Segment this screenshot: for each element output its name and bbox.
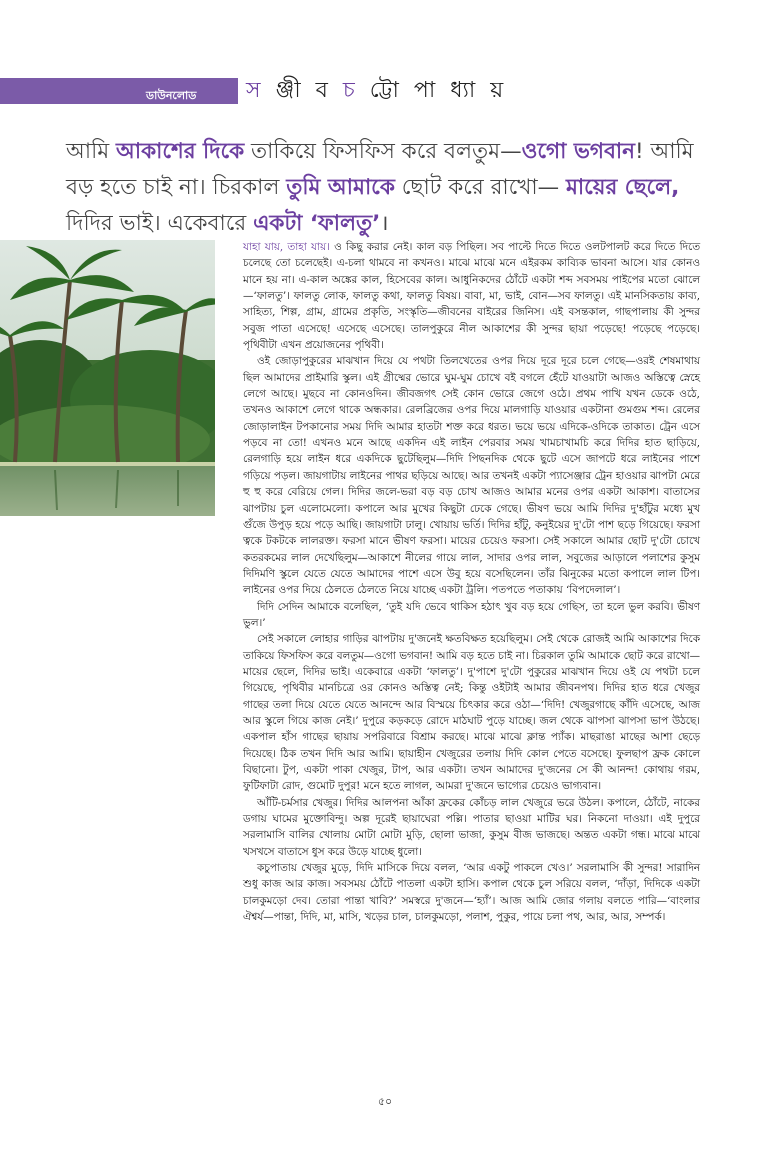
pull-quote-accent: ওগো ভগবান [521,139,635,164]
pull-quote-part: তাকিয়ে ফিসফিস করে বলতুম— [244,139,522,164]
pull-quote-accent: একটা ‘ফালতু’ [253,211,381,236]
section-label: ডাউনলোড [146,89,197,102]
author-first-rest: ঞ্জী ব [264,78,343,103]
body-paragraph: সেই সকালে লোহার গাড়ির ঝাপটায় দু'জনেই ক্ষতবিক্ষত হয়েছিলুম। সেই থেকে রোজই আমি আকাশের দিকে তাকিয়ে ফিসফিস করে বলতুম—ওগো ভগবান! আমি বড় হতে চাই না। চিরকাল তুমি আমাকে ছোট করে রাখো—মায়ের ছেলে, দিদির ভাই। একেবারে একটা ‘ফালতু’। দু'পাশে দু'টো পুকুরের মাঝখান দিয়ে ওই যে পথটা চলে গিয়েছে, পৃথিবীর মানচিত্রে ওর কোনও অস্তিত্ব নেই; কিন্তু ওইটাই আমার জীবনপথ। দিদির হাত ধরে খেজুর গাছের তলা দিয়ে যেতে যেতে আনন্দে আর বিস্ময়ে চিৎকার করে ওঠা—‘দিদি! খেজুরগাছে কাঁদি এসেছে, আজ আর স্কুলে গিয়ে কাজ নেই।’ দুপুরে কড়কড়ে রোদে মাঠঘাট পুড়ে যাচ্ছে। জল থেকে ঝাপসা ঝাপসা ভাপ উঠছে। একপাল হাঁস গাছের ছায়ায় সপরিবারে বিশ্রাম করছে। মাঝে মাঝে ক্লান্ত প্যাঁক। মাছরাঙা মাছের আশা ছেড়ে দিয়েছে। ঠিক তখন দিদি আর আমি। ছায়াহীন খেজুরের তলায় দিদি কোল পেতে বসেছে। ফুলছাপ ফ্রক কোলে বিছানো। টুপ, একটা পাকা খেজুর, টাপ, আর একটা। তখন আমাদের দু'জনের সে কী আনন্দ! কোথায় গরম, ফুটিফাটা রোদ, গুমোট দুপুর! মনে হতে লাগল, আমরা দু'জনে ভাগ্যের চেয়েও ভাগ্যবান। [243,633,700,793]
author-name [246,74,507,108]
body-paragraph [243,239,700,353]
pull-quote-part: আমি [66,139,117,164]
paragraph-text: ও কিছু করার নেই। কাল বড় পিছিল। সব পাল্টে দিতে দিতে ওলটপালট করে দিতে দিতে চলেছে তো চলেছেই। এ-চলা থামবে না কখনও। মাঝে মাঝে মনে এইরকম কাব্যিক ভাবনা আসে। যার কোনও মানে হয় না। এ-কাল অঙ্কের কাল, হিসেবের কাল। আধুনিকদের ঠোঁটে একটা শব্দ সবসময় পাইপের মতো ঝোলে—‘ফালতু’। ফালতু লোক, ফালতু কথা, ফালতু বিষয়। বাবা, মা, ভাই, বোন—সব ফালতু। এই মানসিকতায় কাব্য, সাহিত্য, শিল্প, গ্রাম, গ্রামের প্রকৃতি, সংস্কৃতি—জীবনের বাইরের জিনিস। এই বসন্তকাল, গাছপালায় কী সুন্দর সবুজ পাতা এসেছে! এসেছে এসেছে। তালপুকুরে নীল আকাশের কী সুন্দর ছায়া পড়েছে! পড়েছে পড়েছে। পৃথিবীটা এখন প্রয়োজনের পৃথিবী। [243,241,701,352]
pull-quote-accent: আকাশের দিকে [116,139,245,164]
body-paragraph: কচুপাতায় খেজুর মুড়ে, দিদি মাসিকে দিয়ে বলল, ‘আর একটু পাকলে খেও।’ সরলামাসি কী সুন্দর! সারাদিন শুধু কাজ আর কাজ। সবসময় ঠোঁটে পাতলা একটা হাসি। কপাল থেকে চুল সরিয়ে বলল, ‘দাঁড়া, দিদিকে একটা চালকুমড়ো দেব। তোরা পান্তা খাবি?’ সমস্বরে দু'জনে—‘হ্যাঁ’। আজ আমি জোর গলায় বলতে পারি—‘বাংলার ঐশ্বর্য—পান্তা, দিদি, মা, মাসি, খড়ের চাল, চালকুমড়ো, পলাশ, পুকুর, পায়ে চলা পথ, আর, আর, সম্পর্ক। [243,862,700,924]
body-paragraph: দিদি সেদিন আমাকে বলেছিল, ‘তুই যদি ভেবে থাকিস হঠাৎ খুব বড় হয়ে গেছিস, তা হলে ভুল করবি। ভীষণ ভুল।’ [243,600,700,629]
pull-quote-part: ছোট করে রাখো— [394,175,566,200]
palm-photo-illustration [0,240,215,516]
author-first-initial: স [246,78,265,103]
body-paragraph: ওই জোড়াপুকুরের মাঝখান দিয়ে যে পথটা তিলখেতের ওপর দিয়ে দূরে দূরে চলে গেছে—ওরই শেষমাথায় ছিল আমাদের প্রাইমারি স্কুল। এই গ্রীষ্মের ভোরে ঘুম-ঘুম চোখে বই বগলে হেঁটে যাওয়াটা আজও অস্তিত্বে স্নেহে লেগে আছে। মুছবে না কোনওদিন। জীবজগৎ সেই কোন ভোরে জেগে ওঠে। প্রথম পাখি যখন ডেকে ওঠে, তখনও আকাশে লেগে থাকে অন্ধকার। রেলব্রিজের ওপর দিয়ে মালগাড়ি যাওয়ার একটানা গুমগুম শব্দ। রেলের জোড়ালাইন টপকানোর সময় দিদি আমার হাতটা শক্ত করে ধরত। ভয়ে ভয়ে এদিকে-ওদিকে তাকাত। ট্রেন এসে পড়বে না তো! এখনও মনে আছে একদিন এই লাইন পেরবার সময় খামচাখামচি করে দিদির হাত ছাড়িয়ে, রেলগাড়ি হয়ে লাইন ধরে একদিকে ছুটেছিলুম—দিদি পিছনদিক থেকে ছুটে এসে জাপটে ধরে লাইনের পাশে গড়িয়ে পড়ল। জায়গাটায় লাইনের পাথর ছড়িয়ে আছে। আর তখনই একটা প্যাসেঞ্জার ট্রেন হাওয়ার ঝাপটা মেরে হু হু করে বেরিয়ে গেল। দিদির জলে-ভরা বড় বড় চোখ আজও আমার মনের ওপর একটা আকাশ। বাতাসের ঝাপটায় চুল এলোমেলো। কপালে আর মুখের কিছুটা ঢেকে গেছে। ভীষণ ভয়ে আমি দিদির দু'হাঁটুর মধ্যে মুখ গুঁজে উপুড় হয়ে পড়ে আছি। জায়গাটা ঢালু। খোয়ায় ভর্তি। দিদির হাঁটু, কনুইয়ের দু'টো পাশ ছড়ে গিয়েছে। ফরসা ত্বকে টকটকে লালরক্ত। ফরসা মানে ভীষণ ফরসা। মায়ের চেয়েও ফরসা। সেই সকালে আমার ছোট দু'টো চোখে কতরকমের লাল দেখেছিলুম—আকাশে নীলের গায়ে লাল, সাদার ওপর লাল, সবুজের আড়ালে পলাশের কুসুম দিদিমণি স্কুলে যেতে যেতে আমাদের পাশে এসে উবু হয়ে বসেছিলেন। তাঁর ঝিনুকের মতো কপালে লাল টিপ। লাইনের ওপর দিয়ে ঠেলতে ঠেলতে নিয়ে যাচ্ছে একটা ট্রলি। পতপতে পতাকায় ‘বিপদেলাল’। [243,355,700,597]
coconut-palm-pond-photo [0,240,215,516]
pull-quote-accent: তুমি আমাকে [286,175,395,200]
author-last-rest: ট্টো পা ধ্যা য় [358,78,508,103]
page-number: ৫০ [377,1095,393,1108]
pull-quote-part: দিদির ভাই। একেবারে [66,211,254,236]
pull-quote-accent: মায়ের ছেলে, [565,175,680,200]
body-paragraph: আঁটি-চর্মসার খেজুর। দিদির আলপনা আঁকা ফ্রকের কোঁচড় লাল খেজুরে ভরে উঠল। কপালে, ঠোঁটে, নাকের ডগায় ঘামের মুক্তোবিন্দু। অল্প দূরেই ছায়াঘেরা পল্লি। পাতার ছাওয়া মাটির ঘর। নিকনো দাওয়া। এই দুপুরে সরলামাসি বালির খোলায় মোটা মোটা মুড়ি, ছোলা ভাজা, কুসুম বীজ ভাজছে। অন্তত একটা গন্ধ। মাঝে মাঝে খসখসে বাতাসে ধুস করে উড়ে যাচ্ছে ধুলো। [243,796,700,858]
opening-words: যাহা যায়, তাহা যায়। [243,241,330,253]
pull-quote-part: ! আমি বড় হতে চাই না। চিরকাল [66,139,694,200]
pull-quote [66,134,726,242]
article-body [243,239,700,925]
author-last-initial: চ [342,78,359,103]
pull-quote-part: । [380,211,389,236]
